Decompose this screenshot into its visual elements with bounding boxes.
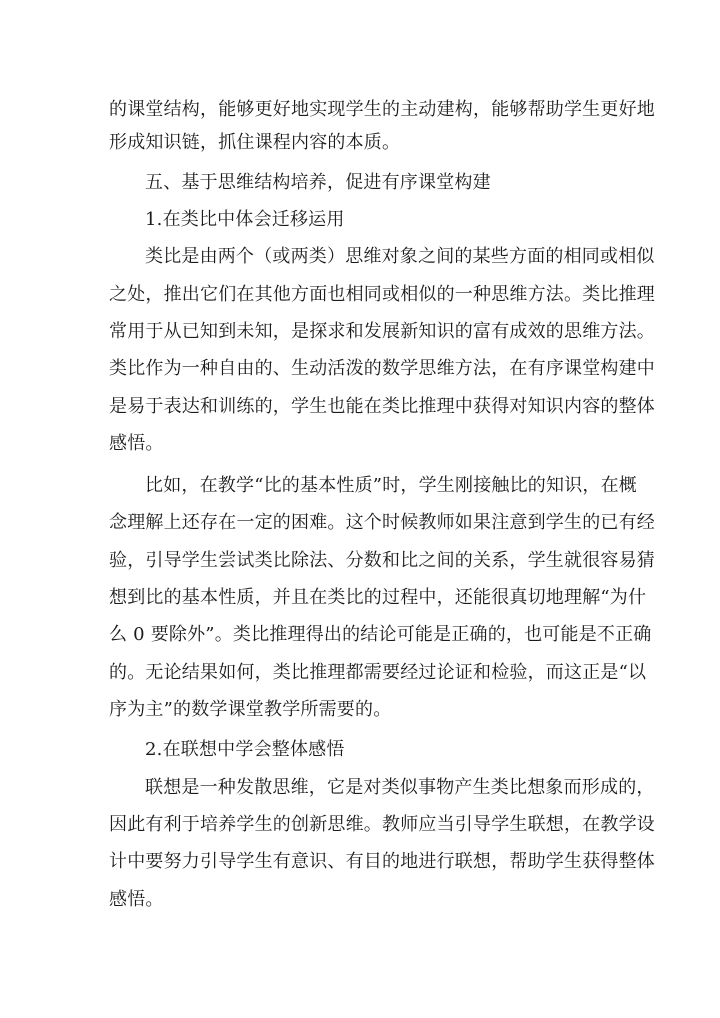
subsection-heading: 1.在类比中体会迁移运用 (145, 209, 345, 230)
paragraph-line: 验，引导学生尝试类比除法、分数和比之间的关系，学生就很容易猜 (109, 550, 655, 571)
paragraph-line: 类比作为一种自由的、生动活泼的数学思维方法，在有序课堂构建中 (109, 358, 655, 379)
paragraph-line: 念理解上还存在一定的困难。这个时候教师如果注意到学生的已有经 (109, 512, 655, 533)
subsection-heading: 2.在联想中学会整体感悟 (145, 739, 345, 760)
paragraph-line: 形成知识链，抓住课程内容的本质。 (109, 132, 401, 153)
paragraph-line: 是易于表达和训练的，学生也能在类比推理中获得对知识内容的整体 (109, 396, 655, 417)
paragraph-line: 序为主”的数学课堂教学所需要的。 (109, 699, 392, 720)
paragraph-line: 联想是一种发散思维，它是对类似事物产生类比想象而形成的， (145, 777, 655, 798)
paragraph-line: 类比是由两个（或两类）思维对象之间的某些方面的相同或相似 (145, 246, 655, 267)
paragraph-line: 之处，推出它们在其他方面也相同或相似的一种思维方法。类比推理 (109, 284, 655, 305)
paragraph-line: 计中要努力引导学生有意识、有目的地进行联想，帮助学生获得整体 (109, 851, 655, 872)
paragraph-line: 的课堂结构，能够更好地实现学生的主动建构，能够帮助学生更好地 (109, 99, 655, 120)
paragraph-line: 想到比的基本性质，并且在类比的过程中，还能很真切地理解“为什 (109, 587, 647, 608)
paragraph-line: 感悟。 (109, 889, 164, 910)
paragraph-line: 常用于从已知到未知，是探求和发展新知识的富有成效的思维方法。 (109, 321, 655, 342)
paragraph-line: 感悟。 (109, 433, 164, 454)
paragraph-line: 么 0 要除外”。类比推理得出的结论可能是正确的，也可能是不正确 (109, 624, 652, 645)
paragraph-line: 因此有利于培养学生的创新思维。教师应当引导学生联想，在教学设 (109, 814, 655, 835)
section-heading: 五、基于思维结构培养，促进有序课堂构建 (145, 172, 491, 193)
paragraph-line: 的。无论结果如何，类比推理都需要经过论证和检验，而这正是“以 (109, 662, 647, 683)
paragraph-line: 比如，在教学“比的基本性质”时，学生刚接触比的知识，在概 (145, 475, 638, 496)
